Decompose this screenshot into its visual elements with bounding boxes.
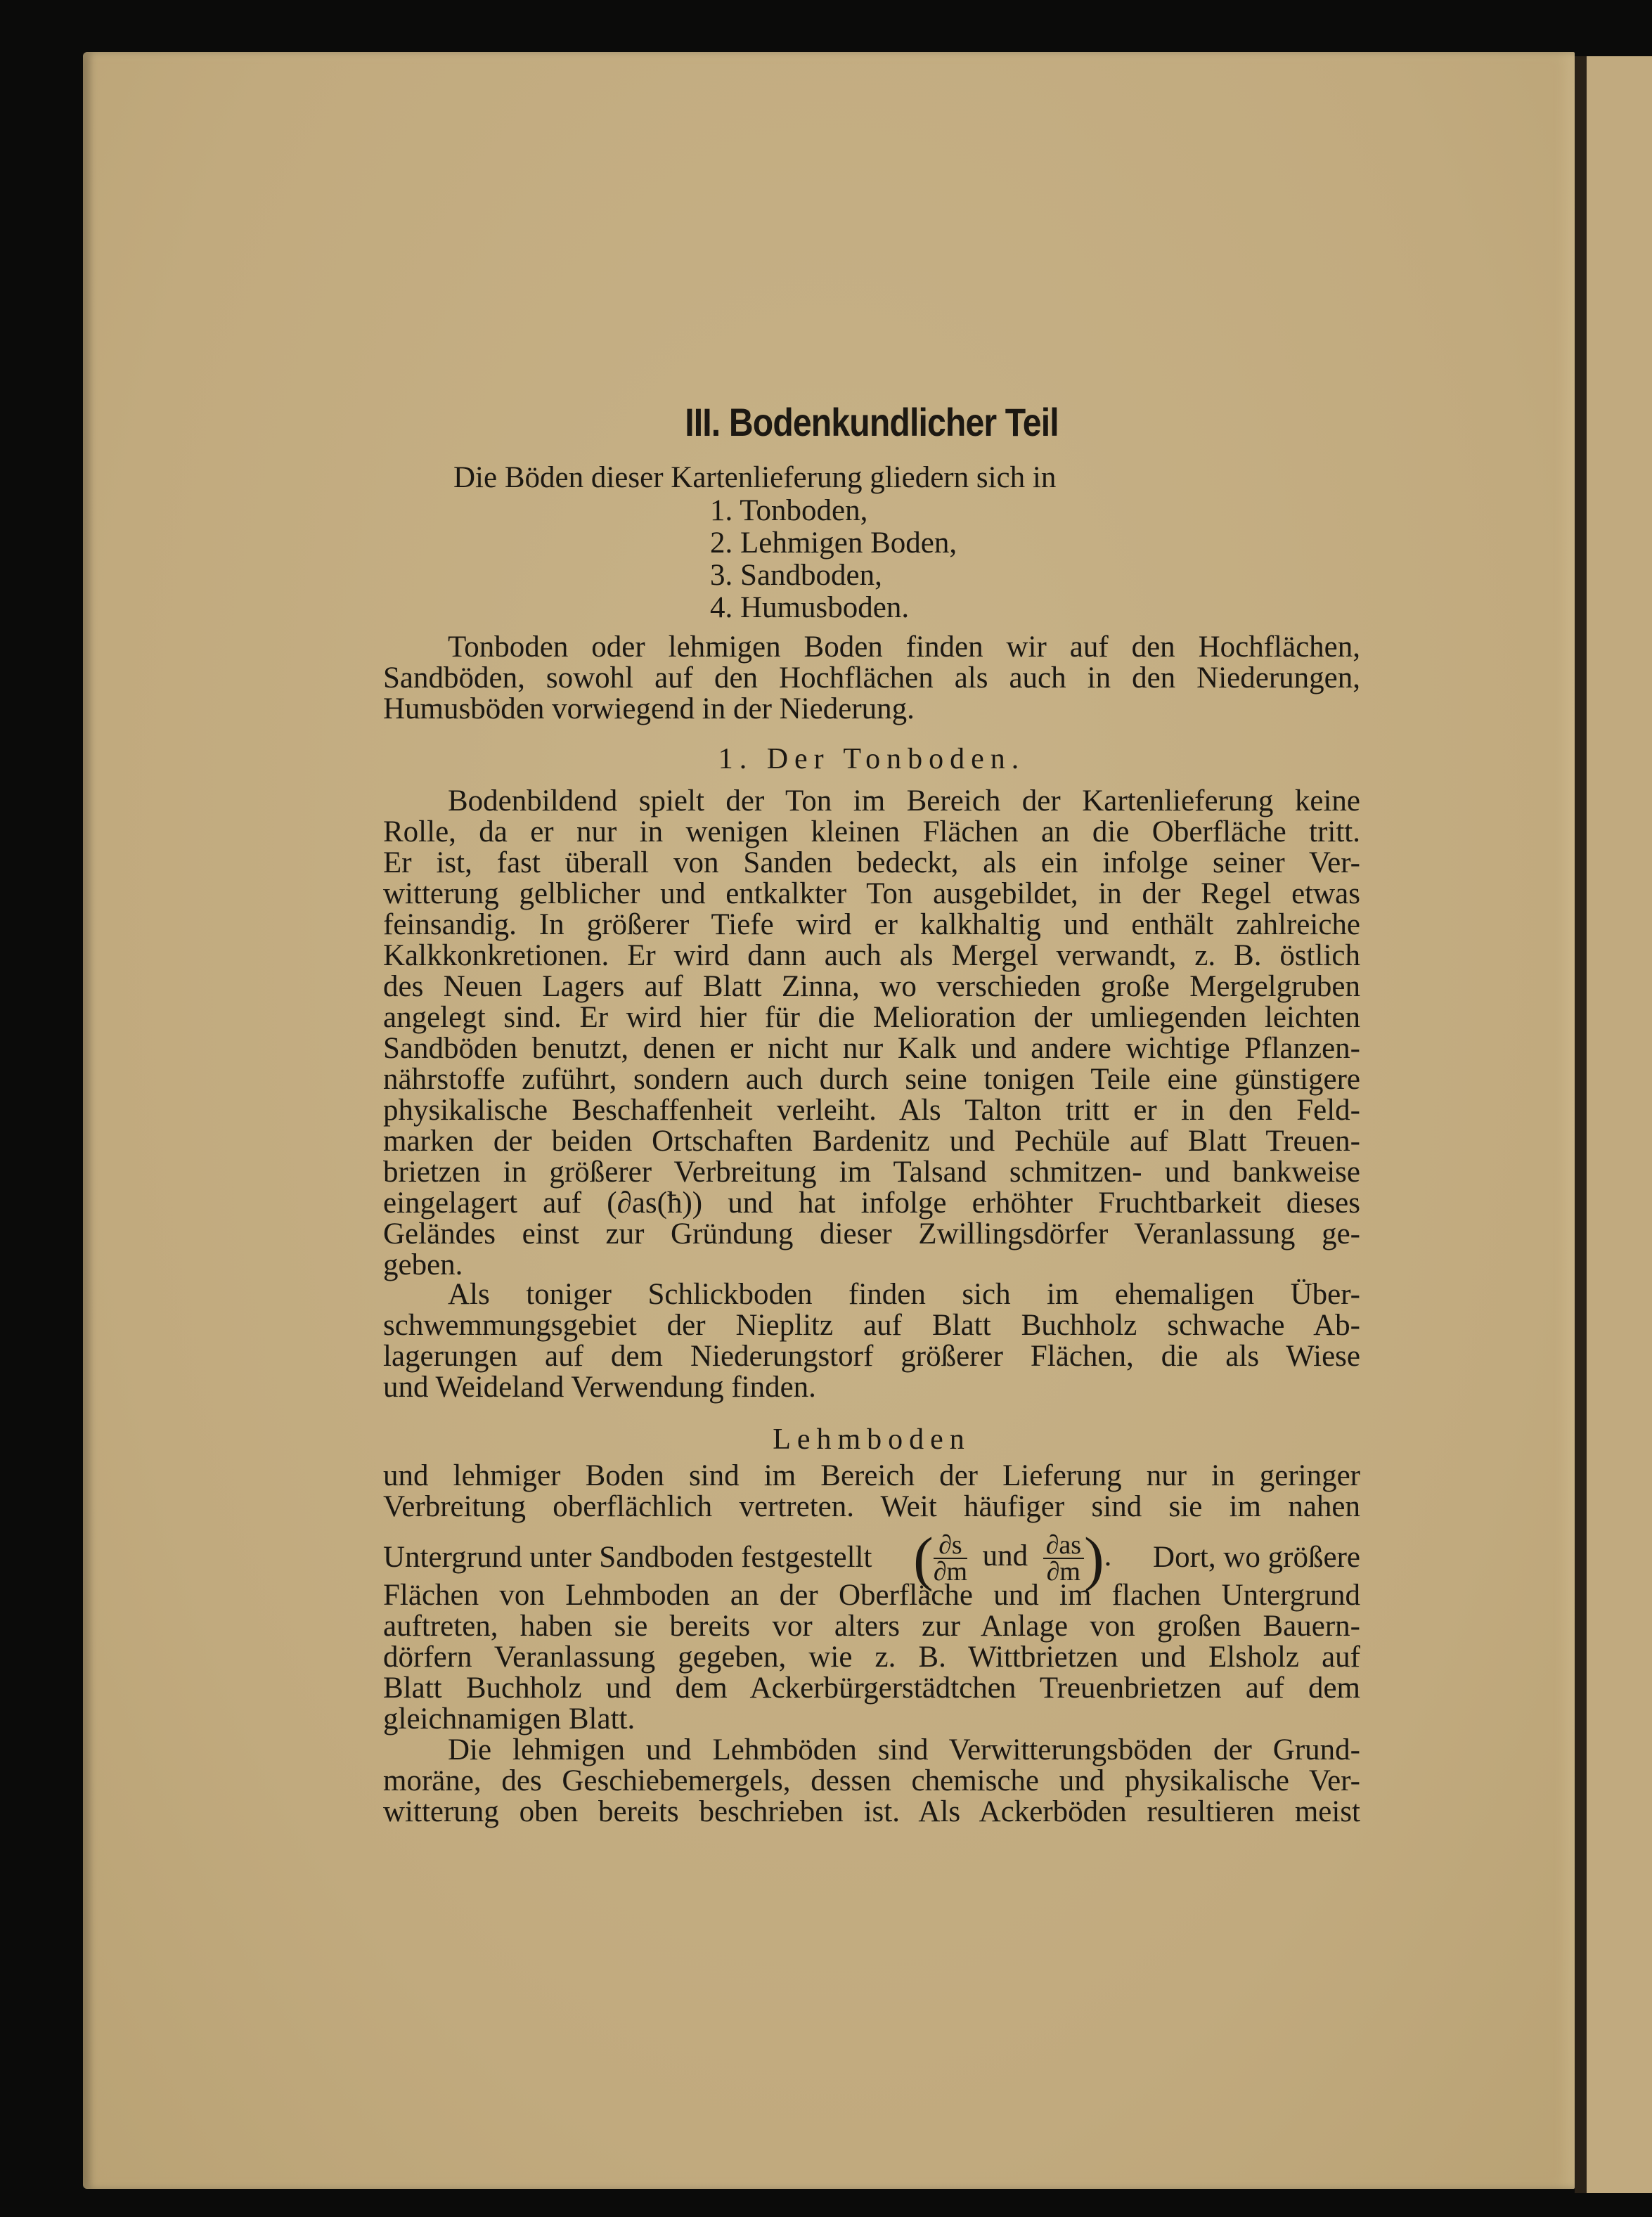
text-line: dörfern Veranlassung gegeben, wie z. B. Wittbrietzen und Elsholz auf [383, 1641, 1360, 1674]
facing-page-edge [1587, 56, 1652, 2193]
text-line: moräne, des Geschiebemergels, dessen chemische und physikalische Ver- [383, 1764, 1360, 1797]
text-line: Flächen von Lehmboden an der Oberfläche und im flachen Untergrund [383, 1579, 1360, 1612]
text-line: angelegt sind. Er wird hier für die Melioration der umliegenden leichten [383, 1001, 1360, 1034]
text-line: und lehmiger Boden sind im Bereich der Lieferung nur in geringer [383, 1459, 1360, 1492]
text-line: Als toniger Schlickboden finden sich im ehemaligen Über- [448, 1278, 1360, 1311]
list-item: 3. Sandboden, [710, 559, 882, 592]
text-line: eingelagert auf (∂as(ħ)) und hat infolge erhöhter Fruchtbarkeit dieses [383, 1187, 1360, 1220]
text-line: Er ist, fast überall von Sanden bedeckt, als ein infolge seiner Ver- [383, 846, 1360, 879]
paragraph-schlickboden [383, 1279, 1360, 1403]
text-line: und Weideland Verwendung finden. [383, 1371, 816, 1404]
text-line: des Neuen Lagers auf Blatt Zinna, wo verschieden große Mergelgruben [383, 970, 1360, 1003]
text-line: Geländes einst zur Gründung dieser Zwillingsdörfer Veranlassung ge- [383, 1217, 1360, 1250]
text-line: physikalische Beschaffenheit verleiht. Als Talton tritt er in den Feld- [383, 1094, 1360, 1127]
text-line: nährstoffe zuführt, sondern auch durch seine tonigen Teile eine günstigere [383, 1063, 1360, 1096]
chapter-title: III. Bodenkundlicher Teil [685, 400, 1059, 444]
fraction-das-dm: $\frac{\partial as}{\partial m}$ [1043, 1532, 1084, 1584]
intro [383, 463, 1360, 493]
text-line: auftreten, haben sie bereits vor alters zur Anlage von großen Bauern- [383, 1610, 1360, 1643]
list-item: 4. Humusboden. [710, 591, 910, 624]
text-line: schwemmungsgebiet der Nieplitz auf Blatt Buchholz schwache Ab- [383, 1309, 1360, 1342]
text-line: feinsandig. In größerer Tiefe wird er kalkhaltig und enthält zahlreiche [383, 908, 1360, 941]
formula: ( $\frac{\partial s}{\partial m}$ und $\frac{\partial as}{\partial m}$ ). [913, 1525, 1112, 1593]
text-line: witterung gelblicher und entkalkter Ton ausgebildet, in der Regel etwas [383, 877, 1360, 910]
text-line: Humusböden vorwiegend in der Niederung. [383, 692, 915, 725]
text-line: Sandböden, sowohl auf den Hochflächen als auch in den Niederungen, [383, 661, 1360, 694]
text-line: marken der beiden Ortschaften Bardenitz und Pechüle auf Blatt Treuen- [383, 1125, 1360, 1158]
paragraph-tonboden [383, 786, 1360, 1281]
text-line: Blatt Buchholz und dem Ackerbürgerstädtchen Treuenbrietzen auf dem [383, 1672, 1360, 1705]
fraction-ds-dm: $\frac{\partial s}{\partial m}$ [933, 1530, 968, 1587]
soil-list [710, 495, 957, 624]
paragraph-lehmboden-cont [383, 1580, 1360, 1735]
text-line: Rolle, da er nur in wenigen kleinen Flächen an die Oberfläche tritt. [383, 815, 1360, 848]
paragraph-overview [383, 632, 1360, 725]
text-line: Die lehmigen und Lehmböden sind Verwitterungsböden der Grund- [448, 1733, 1360, 1766]
text-line: Verbreitung oberflächlich vertreten. Weit häufiger sind sie im nahen [383, 1490, 1360, 1523]
text-line: Kalkkonkretionen. Er wird dann auch als Mergel verwandt, z. B. östlich [383, 939, 1360, 972]
paragraph-lehmboden-start [383, 1461, 1360, 1523]
text-line: geben. [383, 1248, 463, 1281]
text-line: lagerungen auf dem Niederungstorf größerer Flächen, die als Wiese [383, 1340, 1360, 1373]
text-line: brietzen in größerer Verbreitung im Talsand schmitzen- und bankweise [383, 1156, 1360, 1189]
text-line: witterung oben bereits beschrieben ist. Als Ackerböden resultieren meist [383, 1795, 1360, 1828]
section-heading-lehmboden: Lehmboden [773, 1423, 971, 1456]
text-line: Tonboden oder lehmigen Boden finden wir auf den Hochflächen, [448, 631, 1360, 664]
paragraph-verwitterung [383, 1735, 1360, 1828]
section-heading-tonboden: 1. Der Tonboden. [718, 743, 1026, 775]
list-item: 1. Tonboden, [710, 494, 868, 527]
text-line: Sandböden benutzt, denen er nicht nur Kalk und andere wichtige Pflanzen- [383, 1032, 1360, 1065]
formula-line: Untergrund unter Sandboden festgestellt ( $\frac{\partial s}{\partial m}$ und $\frac{\partial as}{\partial m}$ ). Dort, wo größere [383, 1525, 1360, 1593]
intro-line: Die Böden dieser Kartenlieferung gliedern sich in [453, 461, 1057, 494]
book-gutter [1575, 56, 1587, 2193]
list-item: 2. Lehmigen Boden, [710, 526, 957, 560]
text-line: Bodenbildend spielt der Ton im Bereich der Kartenlieferung keine [448, 784, 1360, 817]
text-line: gleichnamigen Blatt. [383, 1702, 635, 1736]
